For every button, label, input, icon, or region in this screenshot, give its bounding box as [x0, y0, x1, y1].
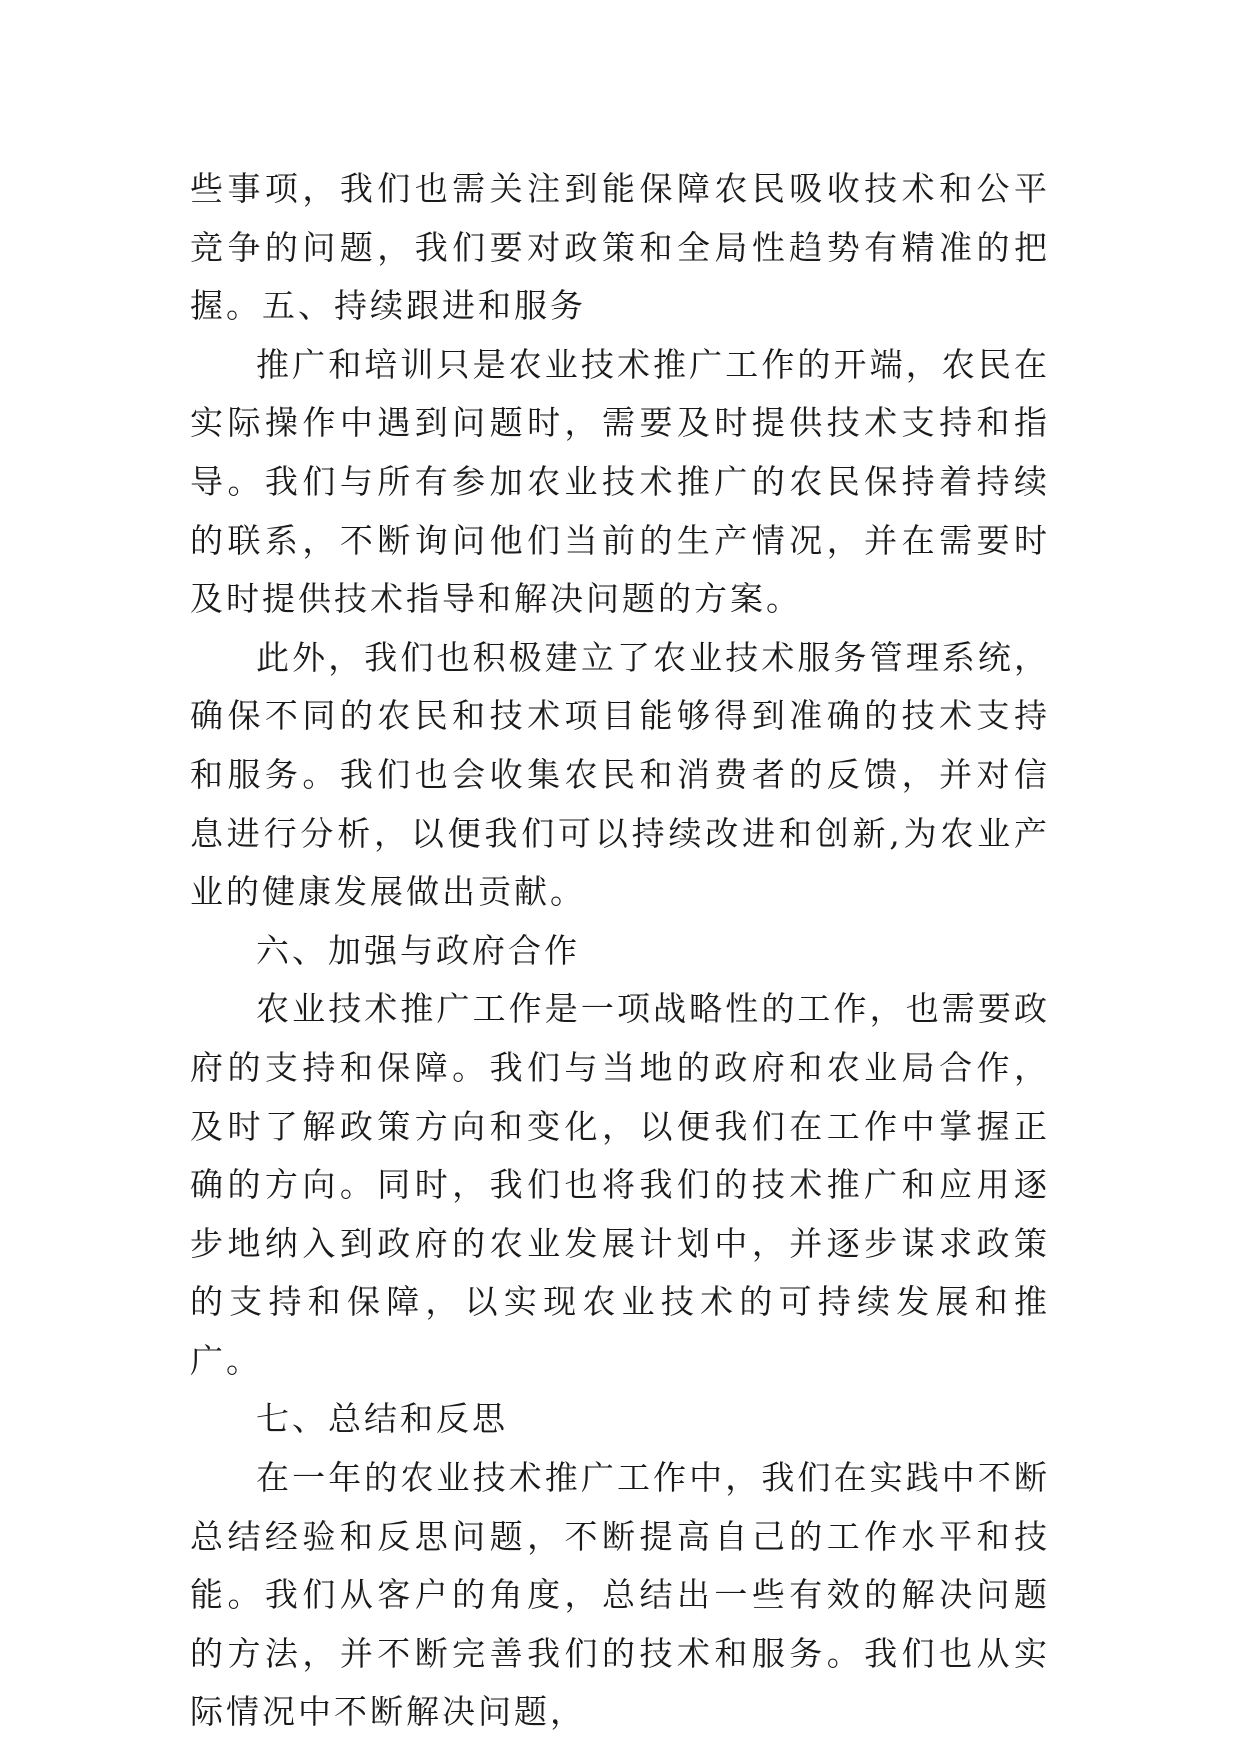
paragraph-service-management: 此外，我们也积极建立了农业技术服务管理系统，确保不同的农民和技术项目能够得到准确的技术支持和服务。我们也会收集农民和消费者的反馈，并对信息进行分析，以便我们可以持续改进和创新,为农业产业的健康发展做出贡献。 [190, 637, 1050, 912]
document-body [190, 160, 1050, 1742]
paragraph-summary-reflection: 在一年的农业技术推广工作中，我们在实践中不断总结经验和反思问题，不断提高自己的工作水平和技能。我们从客户的角度，总结出一些有效的解决问题的方法，并不断完善我们的技术和服务。我们也从实际情况中不断解决问题， [190, 1458, 1050, 1732]
paragraph-follow-up-service: 推广和培训只是农业技术推广工作的开端，农民在实际操作中遇到问题时，需要及时提供技术支持和指导。我们与所有参加农业技术推广的农民保持着持续的联系，不断询问他们当前的生产情况，并在需要时及时提供技术指导和解决问题的方案。 [190, 344, 1050, 619]
paragraph-continuation: 些事项，我们也需关注到能保障农民吸收技术和公平竞争的问题，我们要对政策和全局性趋势有精准的把握。五、持续跟进和服务 [190, 169, 1050, 326]
paragraph-government-cooperation: 农业技术推广工作是一项战略性的工作，也需要政府的支持和保障。我们与当地的政府和农业局合作，及时了解政策方向和变化，以便我们在工作中掌握正确的方向。同时，我们也将我们的技术推广和应用逐步地纳入到政府的农业发展计划中，并逐步谋求政策的支持和保障，以实现农业技术的可持续发展和推广。 [190, 989, 1050, 1380]
section-heading-government-cooperation: 六、加强与政府合作 [256, 930, 580, 970]
section-heading-summary-reflection: 七、总结和反思 [256, 1399, 508, 1439]
